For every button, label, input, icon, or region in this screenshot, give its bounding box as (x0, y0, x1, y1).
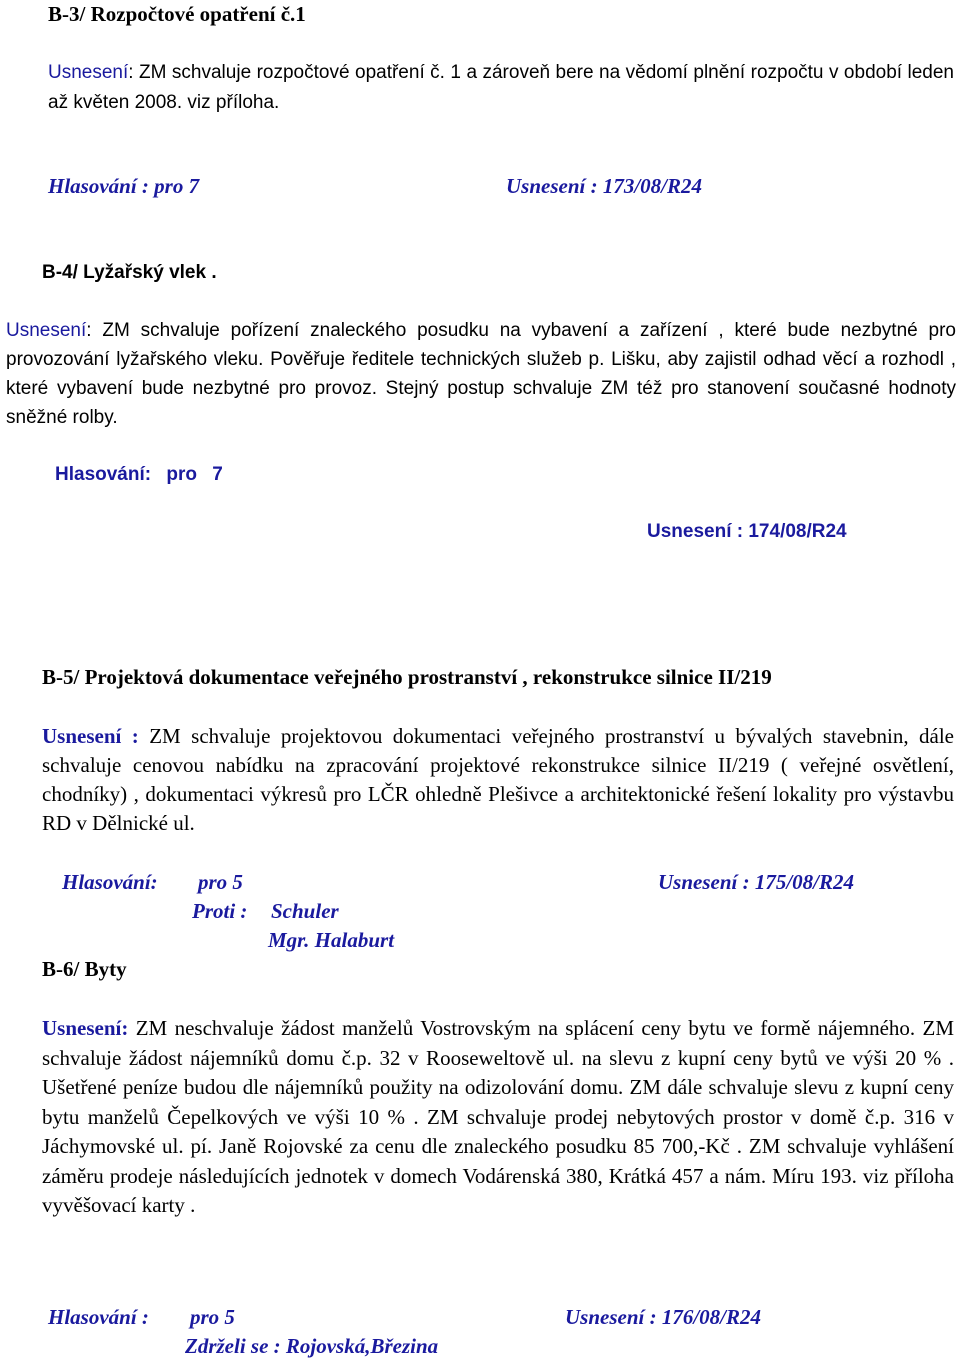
b6-resolution (42, 1014, 954, 1221)
b6-resolution-number: Usnesení : 176/08/R24 (565, 1305, 762, 1329)
b6-resolution-label: Usnesení: (42, 1016, 129, 1040)
b4-resolution-label: Usnesení (6, 320, 87, 341)
b4-resolution-text: : ZM schvaluje pořízení znaleckého posudku na vybavení a zařízení , které bude nezbytné pro provozování lyžařského vleku. Pověřuje ředitele technických služeb p. Lišku, aby zajistil odhad věcí a rozhodl , které vybavení bude nezbytné pro provoz. Stejný postup schvaluje ZM též pro stanovení současné hodnoty sněžné rolby. (6, 320, 956, 428)
b5-heading: B-5/ Projektová dokumentace veřejného prostranství , rekonstrukce silnice II/219 (42, 665, 772, 689)
b4-resolution-number: Usnesení : 174/08/R24 (647, 521, 847, 542)
b5-resolution-text: ZM schvaluje projektovou dokumentaci veřejného prostranství u bývalých stavebnin, dále schvaluje cenovou nabídku na zpracování projektové rekonstrukce silnice II/219 ( veřejné osvětlení, chodníky) , dokumentaci výkresů pro LČR ohledně Plešivce a architektonické řešení lokality pro výstavbu RD v Dělnické ul. (42, 724, 955, 835)
b6-heading: B-6/ Byty (42, 957, 127, 981)
b3-resolution (48, 58, 954, 118)
b6-vote-label: Hlasování : (48, 1305, 149, 1329)
b3-vote: Hlasování : pro 7 (48, 174, 200, 198)
b5-vote-label: Hlasování: (62, 870, 158, 894)
b6-resolution-text: ZM neschvaluje žádost manželů Vostrovským na splácení ceny bytu ve formě nájemného. ZM schvaluje žádost nájemníků domu č.p. 32 v Rooseweltově ul. na slevu z kupní ceny bytů ve výši 20 % . Ušetřené peníze budou dle nájemníků použity na odizolování domu. ZM dále schvaluje slevu z kupní ceny bytu manželů Čepelkových ve výši 10 % . ZM schvaluje prodej nebytových prostor v domě č.p. 316 v Jáchymovské ul. pí. Janě Rojovské za cenu dle znaleckého posudku 85 700,-Kč . ZM schvaluje vyhlášení záměru prodeje následujících jednotek v domech Vodárenská 380, Krátká 457 a nám. Míru 193. viz příloha vyvěšovací karty . (42, 1016, 955, 1217)
b5-against-name-2: Mgr. Halaburt (268, 928, 395, 952)
b3-resolution-label: Usnesení (48, 62, 129, 83)
b5-against-label: Proti : (192, 899, 248, 923)
b3-resolution-text: : ZM schvaluje rozpočtové opatření č. 1 a zároveň bere na vědomí plnění rozpočtu v období leden až květen 2008. viz příloha. (48, 62, 954, 113)
b5-resolution-label: Usnesení : (42, 724, 139, 748)
b5-resolution-number: Usnesení : 175/08/R24 (658, 870, 855, 894)
b5-resolution (42, 722, 954, 838)
b6-vote-value: pro 5 (190, 1305, 235, 1329)
b4-vote: Hlasování: pro 7 (55, 464, 223, 485)
b3-resolution-number: Usnesení : 173/08/R24 (506, 174, 703, 198)
b6-abstain: Zdrželi se : Rojovská,Březina (185, 1334, 439, 1358)
b5-against-name-1: Schuler (271, 899, 339, 923)
b5-vote-value: pro 5 (198, 870, 243, 894)
b4-heading: B-4/ Lyžařský vlek . (42, 262, 217, 283)
b3-heading: B-3/ Rozpočtové opatření č.1 (48, 2, 306, 26)
b4-resolution (6, 316, 956, 432)
